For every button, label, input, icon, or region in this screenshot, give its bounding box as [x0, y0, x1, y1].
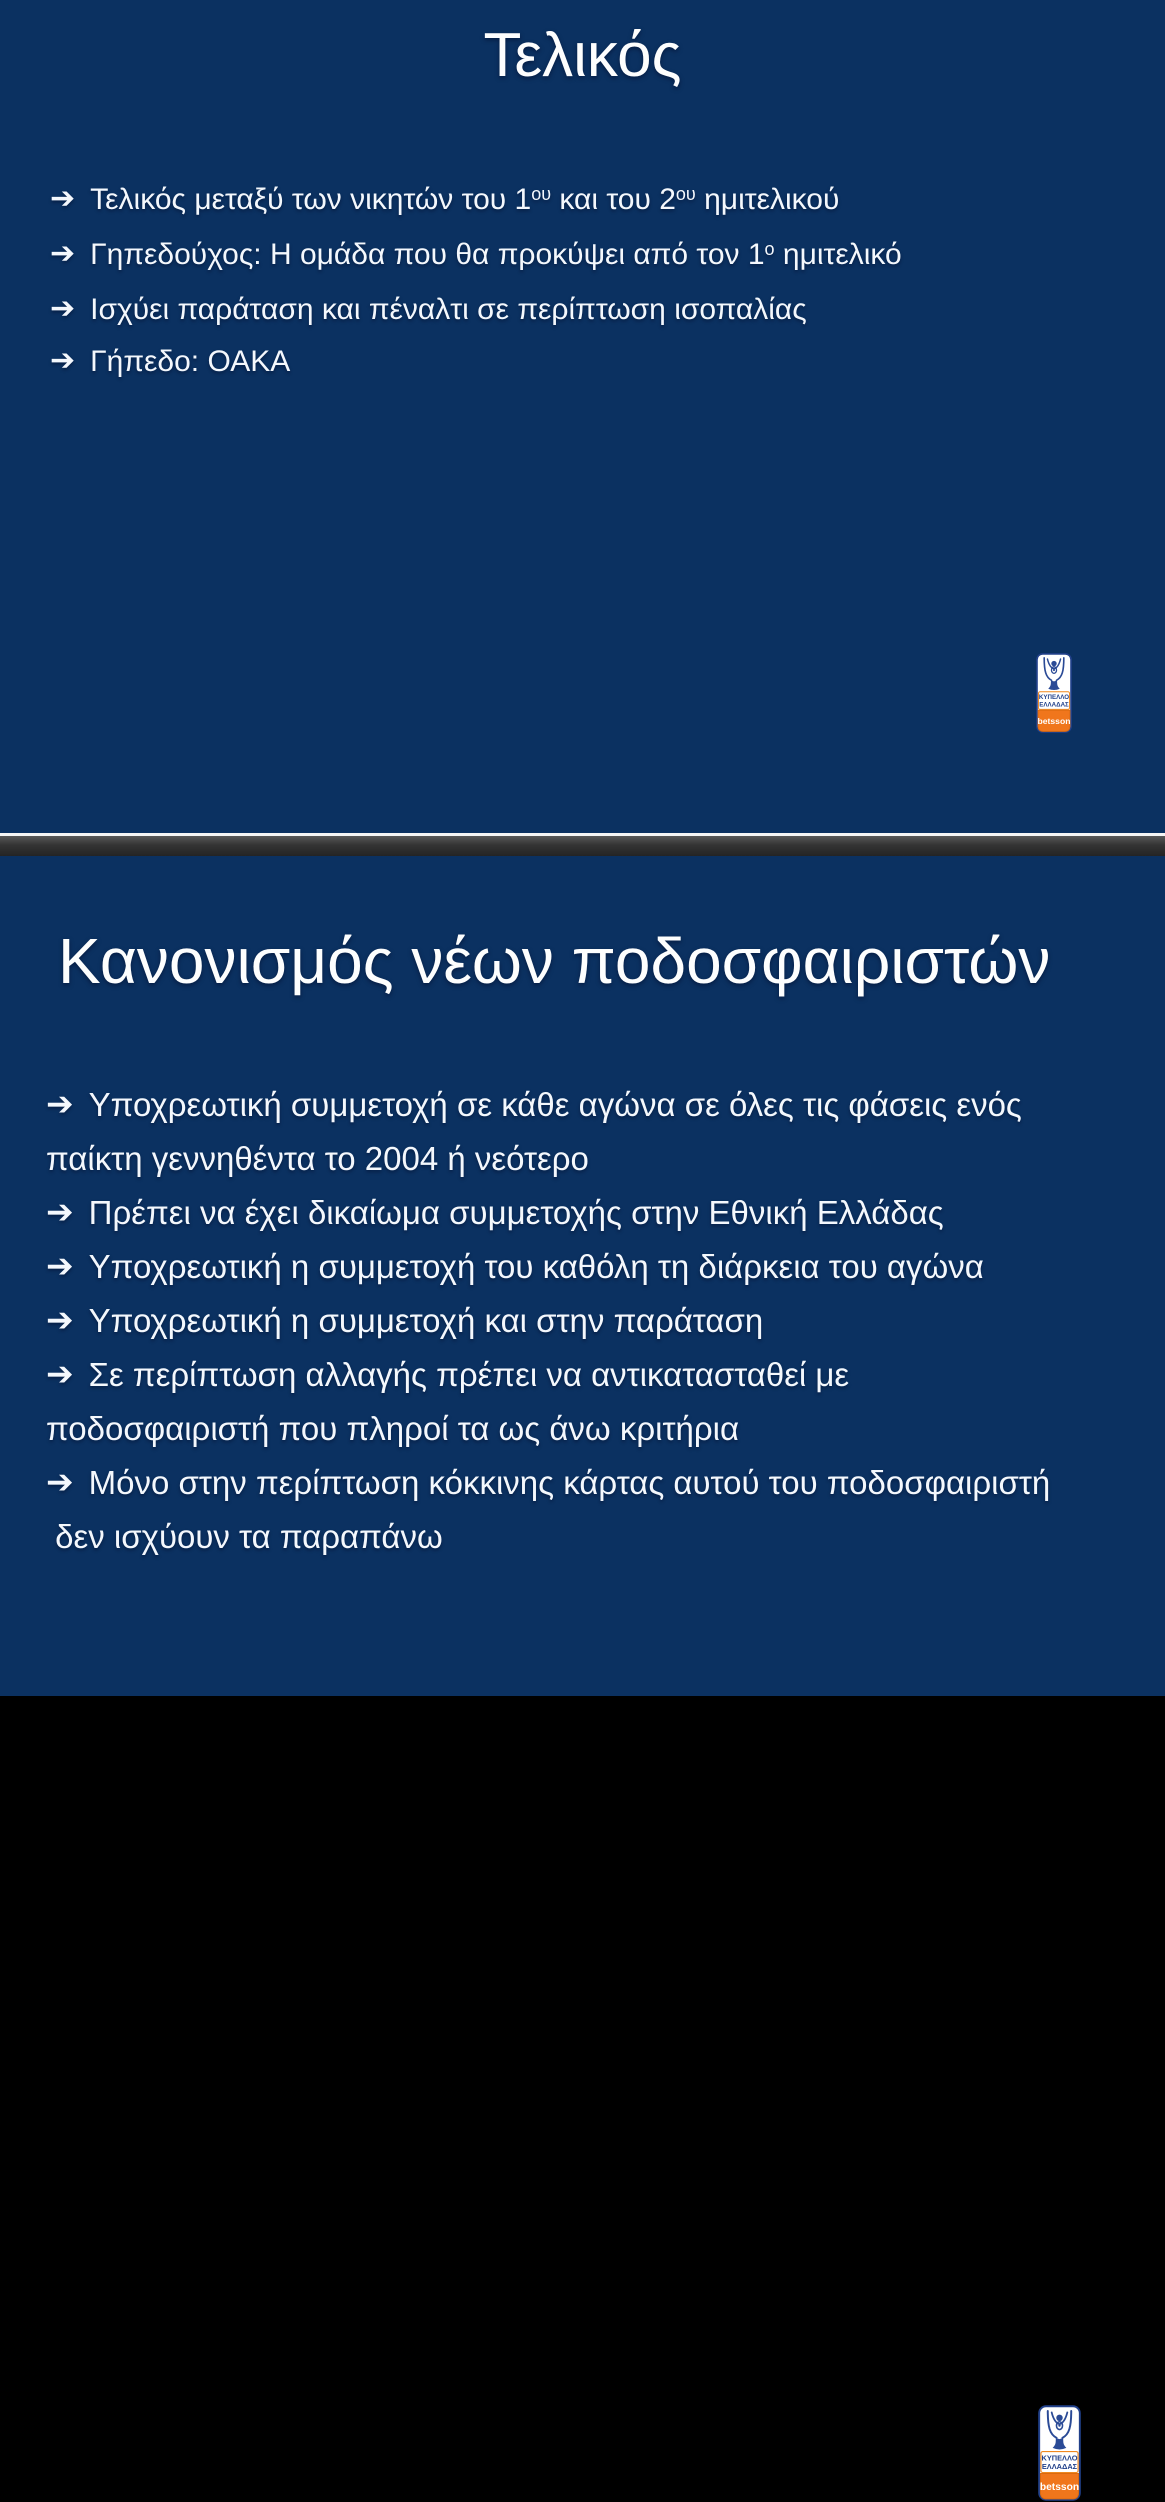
bullet-continuation-line — [46, 1132, 1050, 1186]
trophy-head — [1056, 2415, 1062, 2421]
bullet-line — [46, 1294, 1050, 1348]
arrow-bullet-icon: ➔ — [46, 1193, 74, 1230]
bullet-line — [46, 1240, 1050, 1294]
bullet-line — [50, 336, 902, 388]
slide-rules-title: Κανονισμός νέων ποδοσφαιριστών — [58, 925, 1051, 997]
arrow-bullet-icon: ➔ — [50, 237, 76, 270]
bullet-text: και του 2 — [551, 183, 676, 216]
greek-cup-betsson-logo — [1038, 2404, 1081, 2502]
bullet-line — [46, 1078, 1050, 1132]
bullet-line — [50, 229, 902, 284]
bullet-line — [46, 1186, 1050, 1240]
bullet-continuation-line — [46, 1402, 1050, 1456]
bullet-text: Τελικός μεταξύ των νικητών του 1 — [90, 183, 532, 216]
slide-rules — [0, 856, 1165, 2494]
bullet-line — [46, 1456, 1050, 1510]
superscript: ο — [764, 238, 775, 259]
slide-final — [0, 0, 1165, 833]
bullet-text: Σε περίπτωση αλλαγής πρέπει να αντικατασταθεί με — [88, 1356, 850, 1393]
bullet-text: Ισχύει παράταση και πέναλτι σε περίπτωση ισοπαλίας — [90, 293, 807, 326]
bullet-text: ημιτελικό — [774, 238, 902, 271]
superscript: ου — [675, 183, 696, 204]
bullet-text: Μόνο στην περίπτωση κόκκινης κάρτας αυτού του ποδοσφαιριστή — [88, 1464, 1051, 1501]
bullet-text: Υποχρεωτική συμμετοχή σε κάθε αγώνα σε όλες τις φάσεις ενός — [88, 1086, 1022, 1123]
slide-rules-bullets — [46, 1078, 1050, 1564]
slide-final-bullets — [50, 174, 902, 388]
logo-text-ellados: ΕΛΛΑΔΑΣ — [1041, 2462, 1078, 2472]
superscript: ου — [531, 183, 552, 204]
bullet-text: ημιτελικού — [695, 183, 840, 216]
arrow-bullet-icon: ➔ — [46, 1301, 74, 1338]
arrow-bullet-icon: ➔ — [46, 1247, 74, 1284]
logo-text-ellados: ΕΛΛΑΔΑΣ — [1039, 701, 1069, 709]
bullet-text: Γηπεδούχος: Η ομάδα που θα προκύψει από τον 1 — [90, 238, 765, 271]
slide-divider-bar — [0, 836, 1165, 856]
logo-text-kypello: ΚΥΠΕΛΛΟ — [1038, 694, 1070, 702]
bullet-line — [46, 1348, 1050, 1402]
bullet-line — [50, 284, 902, 336]
trophy-head — [1051, 661, 1056, 666]
bullet-continuation-line — [46, 1510, 1050, 1564]
slide-final-title: Τελικός — [483, 21, 682, 90]
logo-text-betsson: betsson — [1037, 716, 1071, 727]
arrow-bullet-icon: ➔ — [50, 292, 76, 325]
bullet-text: ποδοσφαιριστή που πληροί τα ως άνω κριτήρια — [46, 1410, 740, 1447]
bullet-text: Γήπεδο: ΟΑΚΑ — [90, 345, 291, 378]
bullet-line — [50, 174, 902, 229]
bullet-text: Υποχρεωτική η συμμετοχή του καθόλη τη διάρκεια του αγώνα — [88, 1248, 984, 1285]
arrow-bullet-icon: ➔ — [50, 182, 76, 215]
logo-text-kypello: ΚΥΠΕΛΛΟ — [1041, 2453, 1078, 2463]
bullet-text: παίκτη γεννηθέντα το 2004 ή νεότερο — [46, 1140, 589, 1177]
greek-cup-betsson-logo — [1036, 646, 1072, 740]
logo-text-betsson: betsson — [1039, 2482, 1080, 2494]
arrow-bullet-icon: ➔ — [46, 1085, 74, 1122]
bullet-text: δεν ισχύουν τα παραπάνω — [46, 1518, 443, 1555]
bullet-text: Υποχρεωτική η συμμετοχή και στην παράταση — [88, 1302, 764, 1339]
arrow-bullet-icon: ➔ — [46, 1463, 74, 1500]
arrow-bullet-icon: ➔ — [50, 344, 76, 377]
arrow-bullet-icon: ➔ — [46, 1355, 74, 1392]
bullet-text: Πρέπει να έχει δικαίωμα συμμετοχής στην Εθνική Ελλάδας — [88, 1194, 944, 1231]
